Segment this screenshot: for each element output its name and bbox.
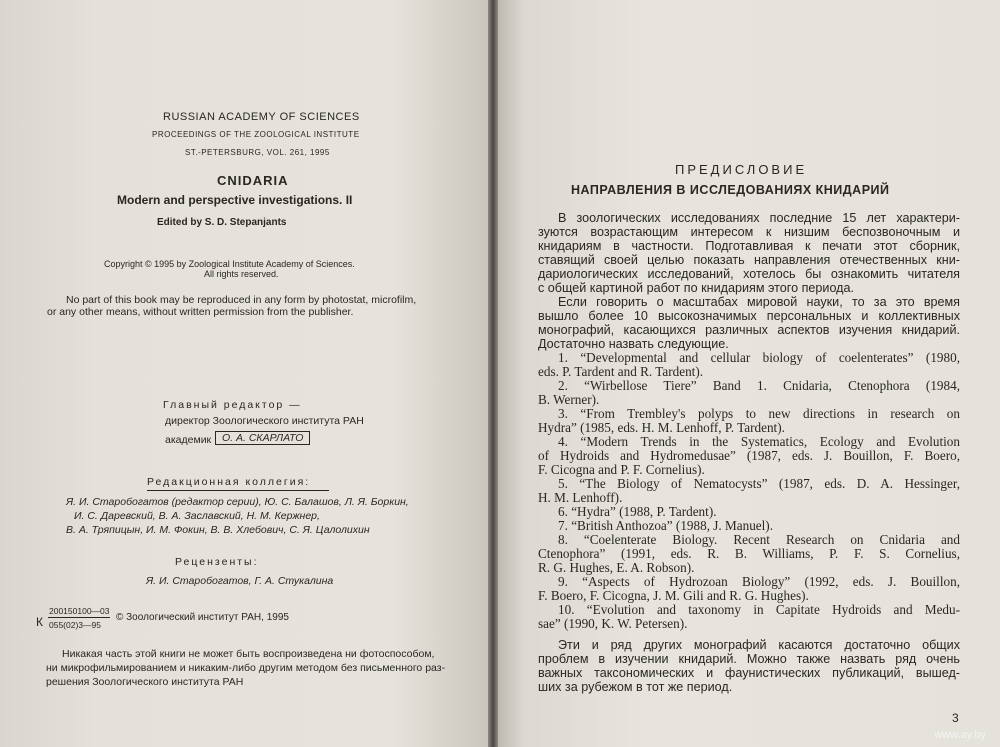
reference-line: 4. “Modern Trends in the Systematics, Ecology and Evolution xyxy=(558,434,960,449)
reference-line: 8. “Coelenterate Biology. Recent Research on Cnidaria and xyxy=(558,532,960,547)
body-line: с общей картиной работ по книдариям этого периода. xyxy=(538,281,855,295)
book-editor: Edited by S. D. Stepanjants xyxy=(157,217,287,228)
reference-line: F. Boero, F. Cicogna, J. M. Gili and R. G. Hughes). xyxy=(538,588,809,603)
index-letter: К xyxy=(36,615,43,629)
editorial-board-line-2: И. С. Даревский, В. А. Заславский, Н. М. Кержнер, xyxy=(74,510,320,522)
reference-line: 10. “Evolution and taxonomy in Capitate Hydroids and Medu- xyxy=(558,602,960,617)
volume-line: ST.-PETERSBURG, VOL. 261, 1995 xyxy=(185,148,330,157)
proceedings-line: PROCEEDINGS OF THE ZOOLOGICAL INSTITUTE xyxy=(152,130,360,139)
rights-line: All rights reserved. xyxy=(204,269,279,279)
book-gutter xyxy=(488,0,498,747)
page-number: 3 xyxy=(952,711,959,725)
editorial-board-underline xyxy=(147,490,329,491)
editorial-board-line-1: Я. И. Старобогатов (редактор серии), Ю. С. Балашов, Л. Я. Боркин, xyxy=(66,496,409,508)
preface-title: ПРЕДИСЛОВИЕ xyxy=(675,162,808,177)
body-line: книдариям в частности. Подготавливая к печати этот сборник, xyxy=(538,239,960,253)
reference-line: sae” (1990, K. W. Petersen). xyxy=(538,616,688,631)
notice-ru-line-2: ни микрофильмированием и никаким-либо другим методом без письменного раз- xyxy=(46,662,446,674)
index-fraction-bar xyxy=(48,617,110,618)
index-numerator: 200150100—03 xyxy=(49,606,110,616)
index-denominator: 055(02)3—95 xyxy=(49,620,101,630)
chief-editor-heading: Главный редактор — xyxy=(163,399,302,411)
body-line: В зоологических исследованиях последние 15 лет характери- xyxy=(558,211,960,225)
reference-line: 9. “Aspects of Hydrozoan Biology” (1992, eds. J. Bouillon, xyxy=(558,574,960,589)
body-line: вышло более 10 высокозначимых персональных и коллективных xyxy=(538,309,960,323)
reference-line: B. Werner). xyxy=(538,392,600,407)
body-line: Если говорить о масштабах мировой науки, то за это время xyxy=(558,295,960,309)
editorial-board-line-3: В. А. Тряпицын, И. М. Фокин, В. В. Хлебович, С. Я. Цалолихин xyxy=(66,524,370,536)
body-line: проблем в изучении книдарий. Можно также назвать ряд очень xyxy=(538,652,960,666)
copyright-line: Copyright © 1995 by Zoological Institute Academy of Sciences. xyxy=(104,259,355,269)
reference-line: of Hydroids and Hydromedusae” (1987, eds. J. Bouillon, F. Boero, xyxy=(538,448,960,463)
notice-ru-line-3: решения Зоологического института РАН xyxy=(46,676,244,688)
body-line: Достаточно назвать следующие. xyxy=(538,337,729,351)
reference-line: Hydra” (1985, eds. H. M. Lenhoff, P. Tardent). xyxy=(538,420,785,435)
book-subtitle: Modern and perspective investigations. II xyxy=(117,193,353,207)
reference-line: 3. “From Trembley's polyps to new directions in research on xyxy=(558,406,960,421)
editorial-board-heading: Редакционная коллегия: xyxy=(147,476,311,488)
reviewers-names: Я. И. Старобогатов, Г. А. Стукалина xyxy=(146,575,334,587)
academy-name: RUSSIAN ACADEMY OF SCIENCES xyxy=(163,111,360,123)
reference-line: 1. “Developmental and cellular biology of coelenterates” (1980, xyxy=(558,350,960,365)
body-line: зуются возрастающим интересом к низшим беспозвоночным и xyxy=(538,225,960,239)
preface-heading: НАПРАВЛЕНИЯ В ИССЛЕДОВАНИЯХ КНИДАРИЙ xyxy=(571,183,890,197)
notice-ru-line-1: Никакая часть этой книги не может быть воспроизведена ни фотоспособом, xyxy=(62,648,435,660)
chief-editor-rank: академик xyxy=(165,434,212,446)
notice-en-line-1: No part of this book may be reproduced in any form by photostat, microfilm, xyxy=(66,294,417,306)
reference-line: eds. P. Tardent and R. Tardent). xyxy=(538,364,704,379)
reference-line: 6. “Hydra” (1988, P. Tardent). xyxy=(558,504,717,519)
reference-line: F. Cicogna and P. F. Cornelius). xyxy=(538,462,705,477)
reference-line: 7. “British Anthozoa” (1988, J. Manuel). xyxy=(558,518,773,533)
reference-line: Ctenophora” (1991, eds. R. B. Williams, P. F. S. Cornelius, xyxy=(538,546,960,561)
reference-line: R. G. Hughes, E. A. Robson). xyxy=(538,560,695,575)
body-line: монографий, касающихся различных аспектов изучения книдарий. xyxy=(538,323,960,337)
body-line: важных таксономических и фаунистических публикаций, вышед- xyxy=(538,666,960,680)
chief-editor-name: О. А. СКАРЛАТО xyxy=(215,431,310,445)
reference-line: 2. “Wirbellose Tiere” Band 1. Cnidaria, Ctenophora (1984, xyxy=(558,378,960,393)
watermark: www.ay.by xyxy=(934,729,986,741)
body-line: ших за рубежом в тот же период. xyxy=(538,680,733,694)
body-line: ставящий своей целью показать направления отечественных кни- xyxy=(538,253,960,267)
body-line: Эти и ряд других монографий касаются достаточно общих xyxy=(558,638,960,652)
notice-en-line-2: or any other means, without written permission from the publisher. xyxy=(47,306,354,318)
publisher-copyright: © Зоологический институт РАН, 1995 xyxy=(116,612,289,623)
book-title: CNIDARIA xyxy=(217,173,289,188)
chief-editor-position: директор Зоологического института РАН xyxy=(165,415,364,427)
reviewers-heading: Рецензенты: xyxy=(175,556,259,568)
body-line: дариологических исследований, хотелось бы ознакомить читателя xyxy=(538,267,960,281)
reference-line: 5. “The Biology of Nematocysts” (1987, eds. D. A. Hessinger, xyxy=(558,476,960,491)
reference-line: H. M. Lenhoff). xyxy=(538,490,623,505)
